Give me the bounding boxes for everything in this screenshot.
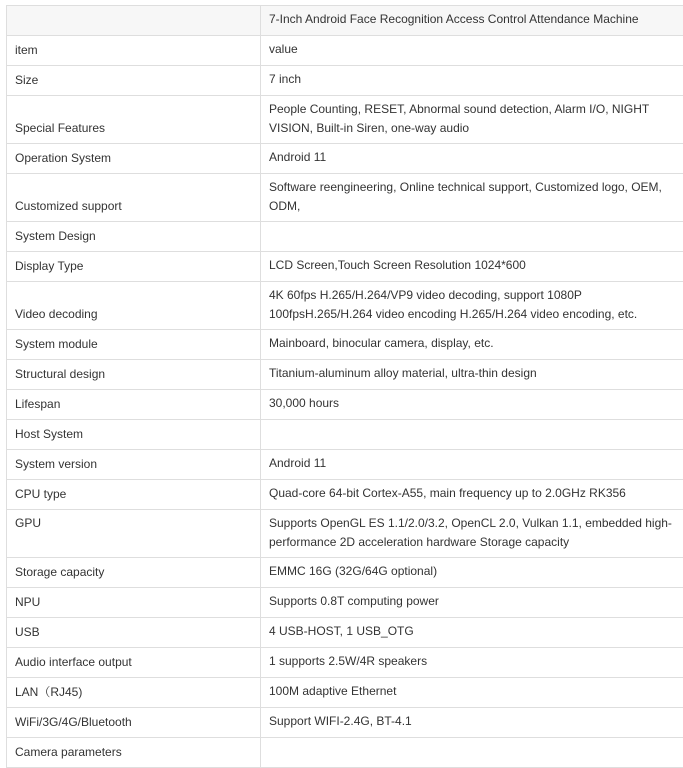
table-row xyxy=(7,738,683,768)
row-label: Camera parameters xyxy=(7,738,261,768)
row-value: value xyxy=(261,36,683,66)
row-label: Video decoding xyxy=(7,282,261,330)
row-value: EMMC 16G (32G/64G optional) xyxy=(261,558,683,588)
row-label: GPU xyxy=(7,510,261,558)
row-value: People Counting, RESET, Abnormal sound detection, Alarm I/O, NIGHT VISION, Built-in Siren, one-way audio xyxy=(261,96,683,144)
table-row xyxy=(7,96,683,144)
row-label: item xyxy=(7,36,261,66)
table-header-row xyxy=(7,6,683,36)
row-value: 100M adaptive Ethernet xyxy=(261,678,683,708)
spec-table xyxy=(6,5,683,768)
row-value: Quad-core 64-bit Cortex-A55, main frequency up to 2.0GHz RK356 xyxy=(261,480,683,510)
row-label: System Design xyxy=(7,222,261,252)
row-label: Lifespan xyxy=(7,390,261,420)
row-value: Titanium-aluminum alloy material, ultra-thin design xyxy=(261,360,683,390)
row-label: Storage capacity xyxy=(7,558,261,588)
row-label: LAN（RJ45) xyxy=(7,678,261,708)
table-row xyxy=(7,450,683,480)
table-row xyxy=(7,708,683,738)
row-label: Special Features xyxy=(7,96,261,144)
row-value: Supports 0.8T computing power xyxy=(261,588,683,618)
row-value xyxy=(261,738,683,768)
row-value: LCD Screen,Touch Screen Resolution 1024*600 xyxy=(261,252,683,282)
row-value: Mainboard, binocular camera, display, etc. xyxy=(261,330,683,360)
table-row xyxy=(7,174,683,222)
row-label: WiFi/3G/4G/Bluetooth xyxy=(7,708,261,738)
row-value xyxy=(261,420,683,450)
table-row xyxy=(7,588,683,618)
table-row xyxy=(7,510,683,558)
row-value: Software reengineering, Online technical support, Customized logo, OEM, ODM, xyxy=(261,174,683,222)
table-row xyxy=(7,144,683,174)
table-row xyxy=(7,420,683,450)
row-label: Audio interface output xyxy=(7,648,261,678)
header-title-cell: 7-Inch Android Face Recognition Access Control Attendance Machine xyxy=(261,6,683,36)
table-row xyxy=(7,66,683,96)
row-label: Customized support xyxy=(7,174,261,222)
row-label: Size xyxy=(7,66,261,96)
row-label: System version xyxy=(7,450,261,480)
row-value: Supports OpenGL ES 1.1/2.0/3.2, OpenCL 2.0, Vulkan 1.1, embedded high-performance 2D acceleration hardware Storage capacity xyxy=(261,510,683,558)
row-value: 4K 60fps H.265/H.264/VP9 video decoding, support 1080P 100fpsH.265/H.264 video encoding H.265/H.264 video encoding, etc. xyxy=(261,282,683,330)
table-row xyxy=(7,618,683,648)
table-row xyxy=(7,648,683,678)
table-row xyxy=(7,480,683,510)
row-label: USB xyxy=(7,618,261,648)
table-row xyxy=(7,678,683,708)
row-value: 4 USB-HOST, 1 USB_OTG xyxy=(261,618,683,648)
row-value: Android 11 xyxy=(261,450,683,480)
row-value: Android 11 xyxy=(261,144,683,174)
table-row xyxy=(7,330,683,360)
table-row xyxy=(7,558,683,588)
table-row xyxy=(7,282,683,330)
table-row xyxy=(7,360,683,390)
row-label: Structural design xyxy=(7,360,261,390)
row-label: System module xyxy=(7,330,261,360)
row-label: Operation System xyxy=(7,144,261,174)
row-label: CPU type xyxy=(7,480,261,510)
row-label: Display Type xyxy=(7,252,261,282)
row-value: Support WIFI-2.4G, BT-4.1 xyxy=(261,708,683,738)
row-value xyxy=(261,222,683,252)
table-row xyxy=(7,252,683,282)
table-row xyxy=(7,36,683,66)
row-label: Host System xyxy=(7,420,261,450)
row-label: NPU xyxy=(7,588,261,618)
row-value: 1 supports 2.5W/4R speakers xyxy=(261,648,683,678)
table-row xyxy=(7,222,683,252)
table-row xyxy=(7,390,683,420)
header-item-cell xyxy=(7,6,261,36)
row-value: 7 inch xyxy=(261,66,683,96)
row-value: 30,000 hours xyxy=(261,390,683,420)
